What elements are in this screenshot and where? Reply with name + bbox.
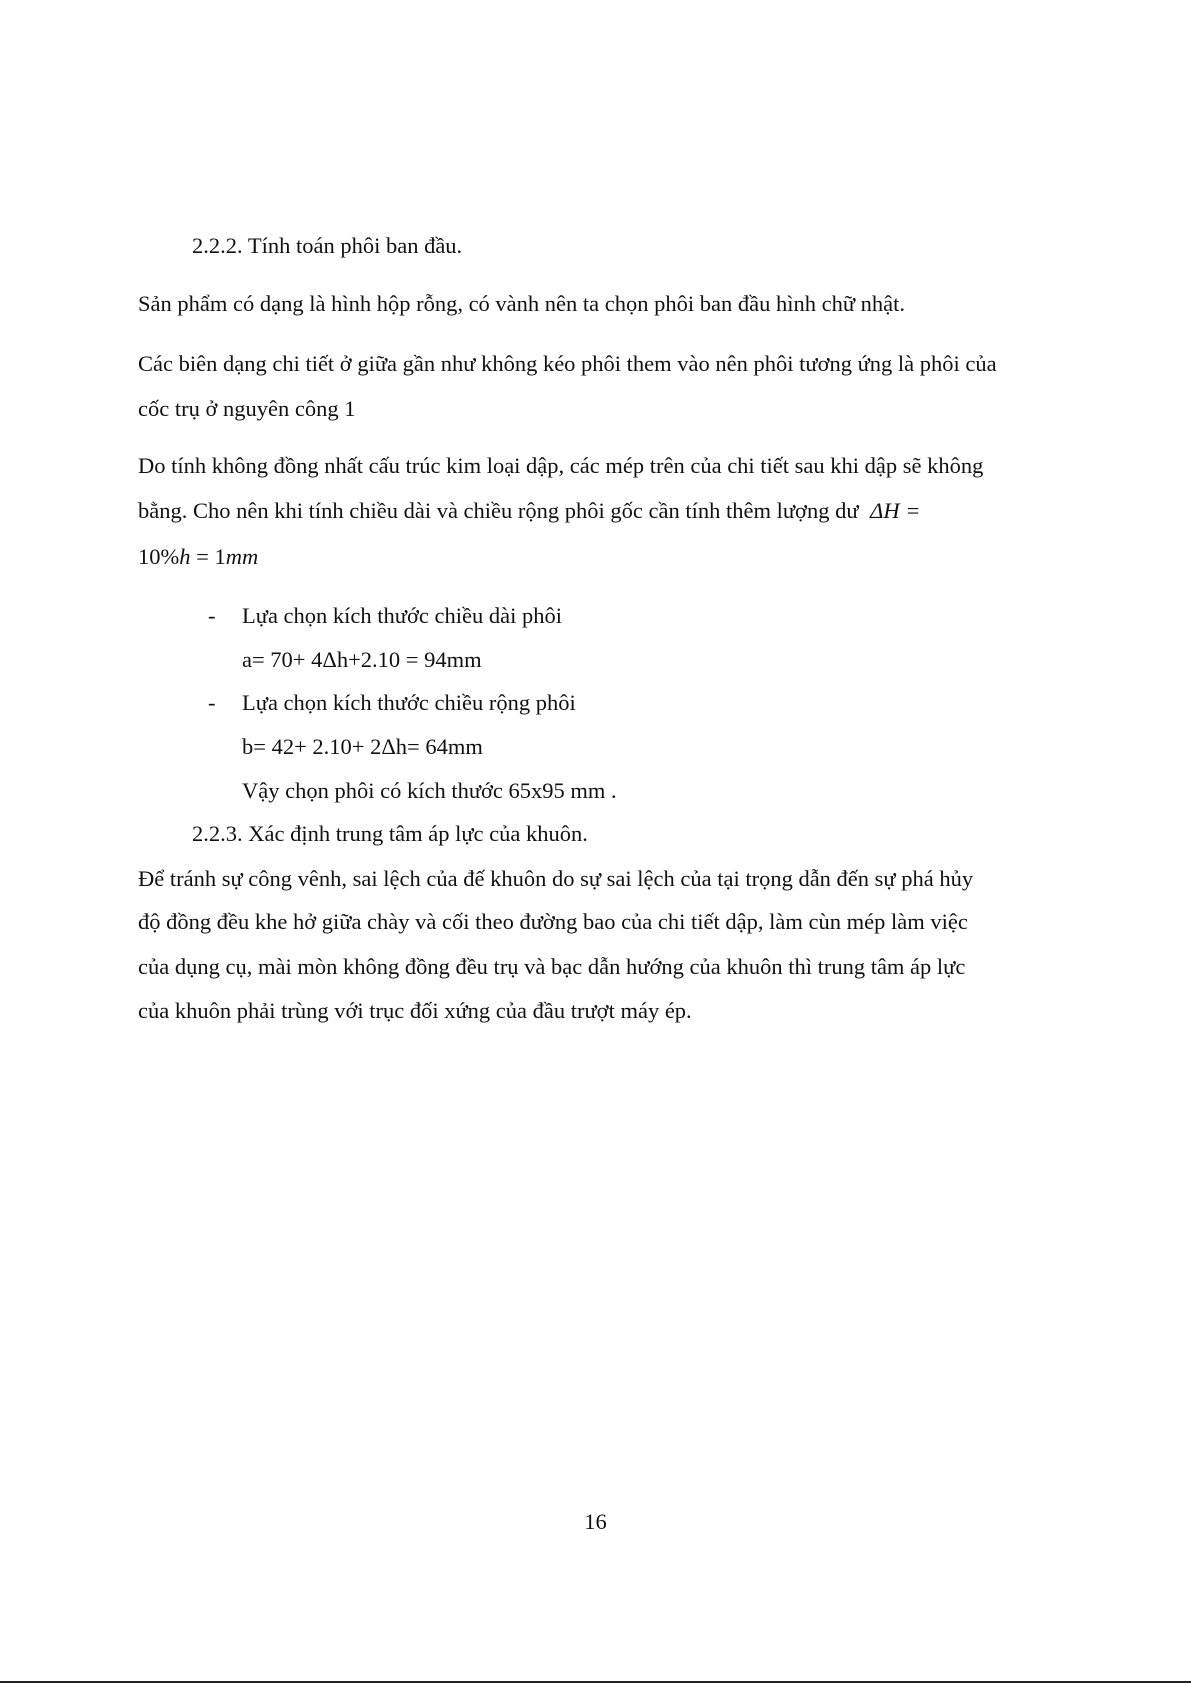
paragraph-profile-line-1: Các biên dạng chi tiết ở giữa gần như không kéo phôi them vào nên phôi tương ứng là phôi của	[138, 351, 997, 376]
paragraph-allowance-line-3	[138, 546, 258, 569]
allowance-percent: 10%	[138, 544, 180, 569]
paragraph-allowance-line-2	[138, 500, 920, 523]
allowance-unit: mm	[225, 544, 259, 569]
allowance-delta-h: ΔH =	[870, 498, 921, 523]
page-number: 16	[584, 1509, 607, 1534]
allowance-h-symbol: h	[179, 544, 191, 569]
bullet-width-formula: b= 42+ 2.10+ 2Δh= 64mm	[242, 734, 483, 759]
allowance-text: bằng. Cho nên khi tính chiều dài và chiều rộng phôi gốc cần tính thêm lượng dư	[138, 498, 859, 523]
paragraph-pressure-center-line-3: của dụng cụ, mài mòn không đồng đều trụ và bạc dẫn hướng của khuôn thì trung tâm áp lực	[138, 954, 966, 979]
bullet-width-label: Lựa chọn kích thước chiều rộng phôi	[242, 690, 576, 715]
paragraph-pressure-center-line-4: của khuôn phải trùng với trục đối xứng của đầu trượt máy ép.	[138, 998, 692, 1023]
paragraph-profile-line-2: cốc trụ ở nguyên công 1	[138, 396, 356, 421]
section-heading-2-2-2: 2.2.2. Tính toán phôi ban đầu.	[192, 233, 463, 258]
allowance-equals-one: = 1	[190, 544, 226, 569]
paragraph-product-shape: Sản phẩm có dạng là hình hộp rỗng, có vành nên ta chọn phôi ban đầu hình chữ nhật.	[138, 291, 906, 316]
bullet-dash: -	[208, 603, 216, 628]
paragraph-allowance-line-1: Do tính không đồng nhất cấu trúc kim loại dập, các mép trên của chi tiết sau khi dập sẽ không	[138, 453, 984, 478]
blank-size-conclusion: Vậy chọn phôi có kích thước 65x95 mm .	[242, 778, 617, 803]
bullet-length-formula: a= 70+ 4Δh+2.10 = 94mm	[242, 647, 482, 672]
bottom-border-line	[0, 1681, 1191, 1683]
bullet-dash: -	[208, 690, 216, 715]
paragraph-pressure-center-line-1: Để tránh sự công vênh, sai lệch của đế khuôn do sự sai lệch của tại trọng dẫn đến sự phá hủy	[138, 866, 974, 891]
section-heading-2-2-3: 2.2.3. Xác định trung tâm áp lực của khuôn.	[192, 821, 588, 846]
paragraph-pressure-center-line-2: độ đồng đều khe hở giữa chày và cối theo đường bao của chi tiết dập, làm cùn mép làm việc	[138, 909, 968, 934]
bullet-length-label: Lựa chọn kích thước chiều dài phôi	[242, 603, 562, 628]
